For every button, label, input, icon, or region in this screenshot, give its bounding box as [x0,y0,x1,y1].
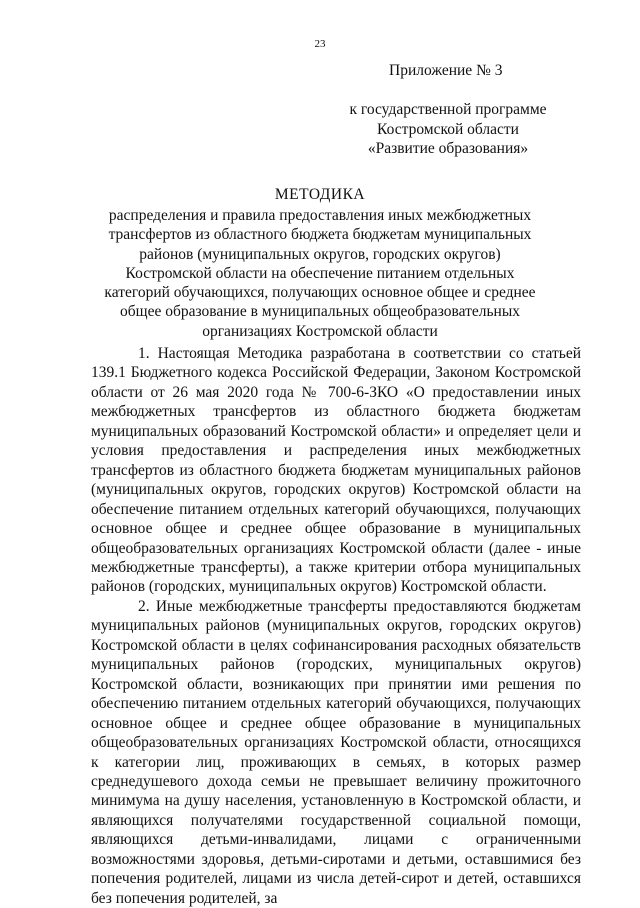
subtitle-line: распределения и правила предоставления иных межбюджетных [108,207,532,224]
program-reference [332,100,564,159]
subtitle-line: общее образование в муниципальных общеобразовательных [120,303,520,321]
program-line: Костромской области [377,120,519,138]
program-line: «Развитие образования» [367,140,529,157]
subtitle-line: организациях Костромской области [202,322,438,340]
document-title: МЕТОДИКА [274,186,366,203]
subtitle-line: районов (муниципальных округов, городских округов) [139,245,501,263]
subtitle-line: Костромской области на обеспечение питанием отдельных [125,264,515,282]
document-subtitle [100,206,540,341]
paragraph-2: 2. Иные межбюджетные трансферты предоставляются бюджетам муниципальных районов (муниципальных округов, городских округов) Костромской области в целях софинансирования расходных обязательств муниципальных районов (городских, муниципальных округов) Костромской области, возникающих при принятии ими решения по обеспечению питанием отдельных категорий обучающихся, получающих основное общее и среднее общее образование в муниципальных общеобразовательных организациях Костромской области, относящихся к категории лиц, проживающих в семьях, в которых размер среднедушевого дохода семьи не превышает величину прожиточного минимума на душу населения, установленную в Костромской области, и являющихся получателями государственной социальной помощи, являющихся детьми-инвалидами, лицами с ограниченными возможностями здоровья, детьми-сиротами и детьми, оставшимися без попечения родителей, лицами из числа детей-сирот и детей, оставшихся без попечения родителей, за [91,597,581,907]
document-body [91,344,581,908]
program-line: к государственной программе [349,101,547,118]
appendix-label: Приложение № 3 [389,62,503,79]
subtitle-line: трансфертов из областного бюджета бюджетам муниципальных [108,226,532,244]
paragraph-1: 1. Настоящая Методика разработана в соответствии со статьей 139.1 Бюджетного кодекса Российской Федерации, Законом Костромской области от 26 мая 2020 года № 700-6-ЗКО «О предоставлении иных межбюджетных трансфертов из областного бюджета бюджетам муниципальных образований Костромской области» и определяет цели и условия предоставления и распределения иных межбюджетных трансфертов из областного бюджета бюджетам муниципальных районов (муниципальных округов, городских округов) Костромской области на обеспечение питанием отдельных категорий обучающихся, получающих основное общее и среднее общее образование в муниципальных общеобразовательных организациях Костромской области (далее - иные межбюджетные трансферты), а также критерии отбора муниципальных районов (городских, муниципальных округов) Костромской области. [91,345,581,596]
page-number: 23 [314,38,326,50]
subtitle-line: категорий обучающихся, получающих основное общее и среднее [104,284,536,302]
